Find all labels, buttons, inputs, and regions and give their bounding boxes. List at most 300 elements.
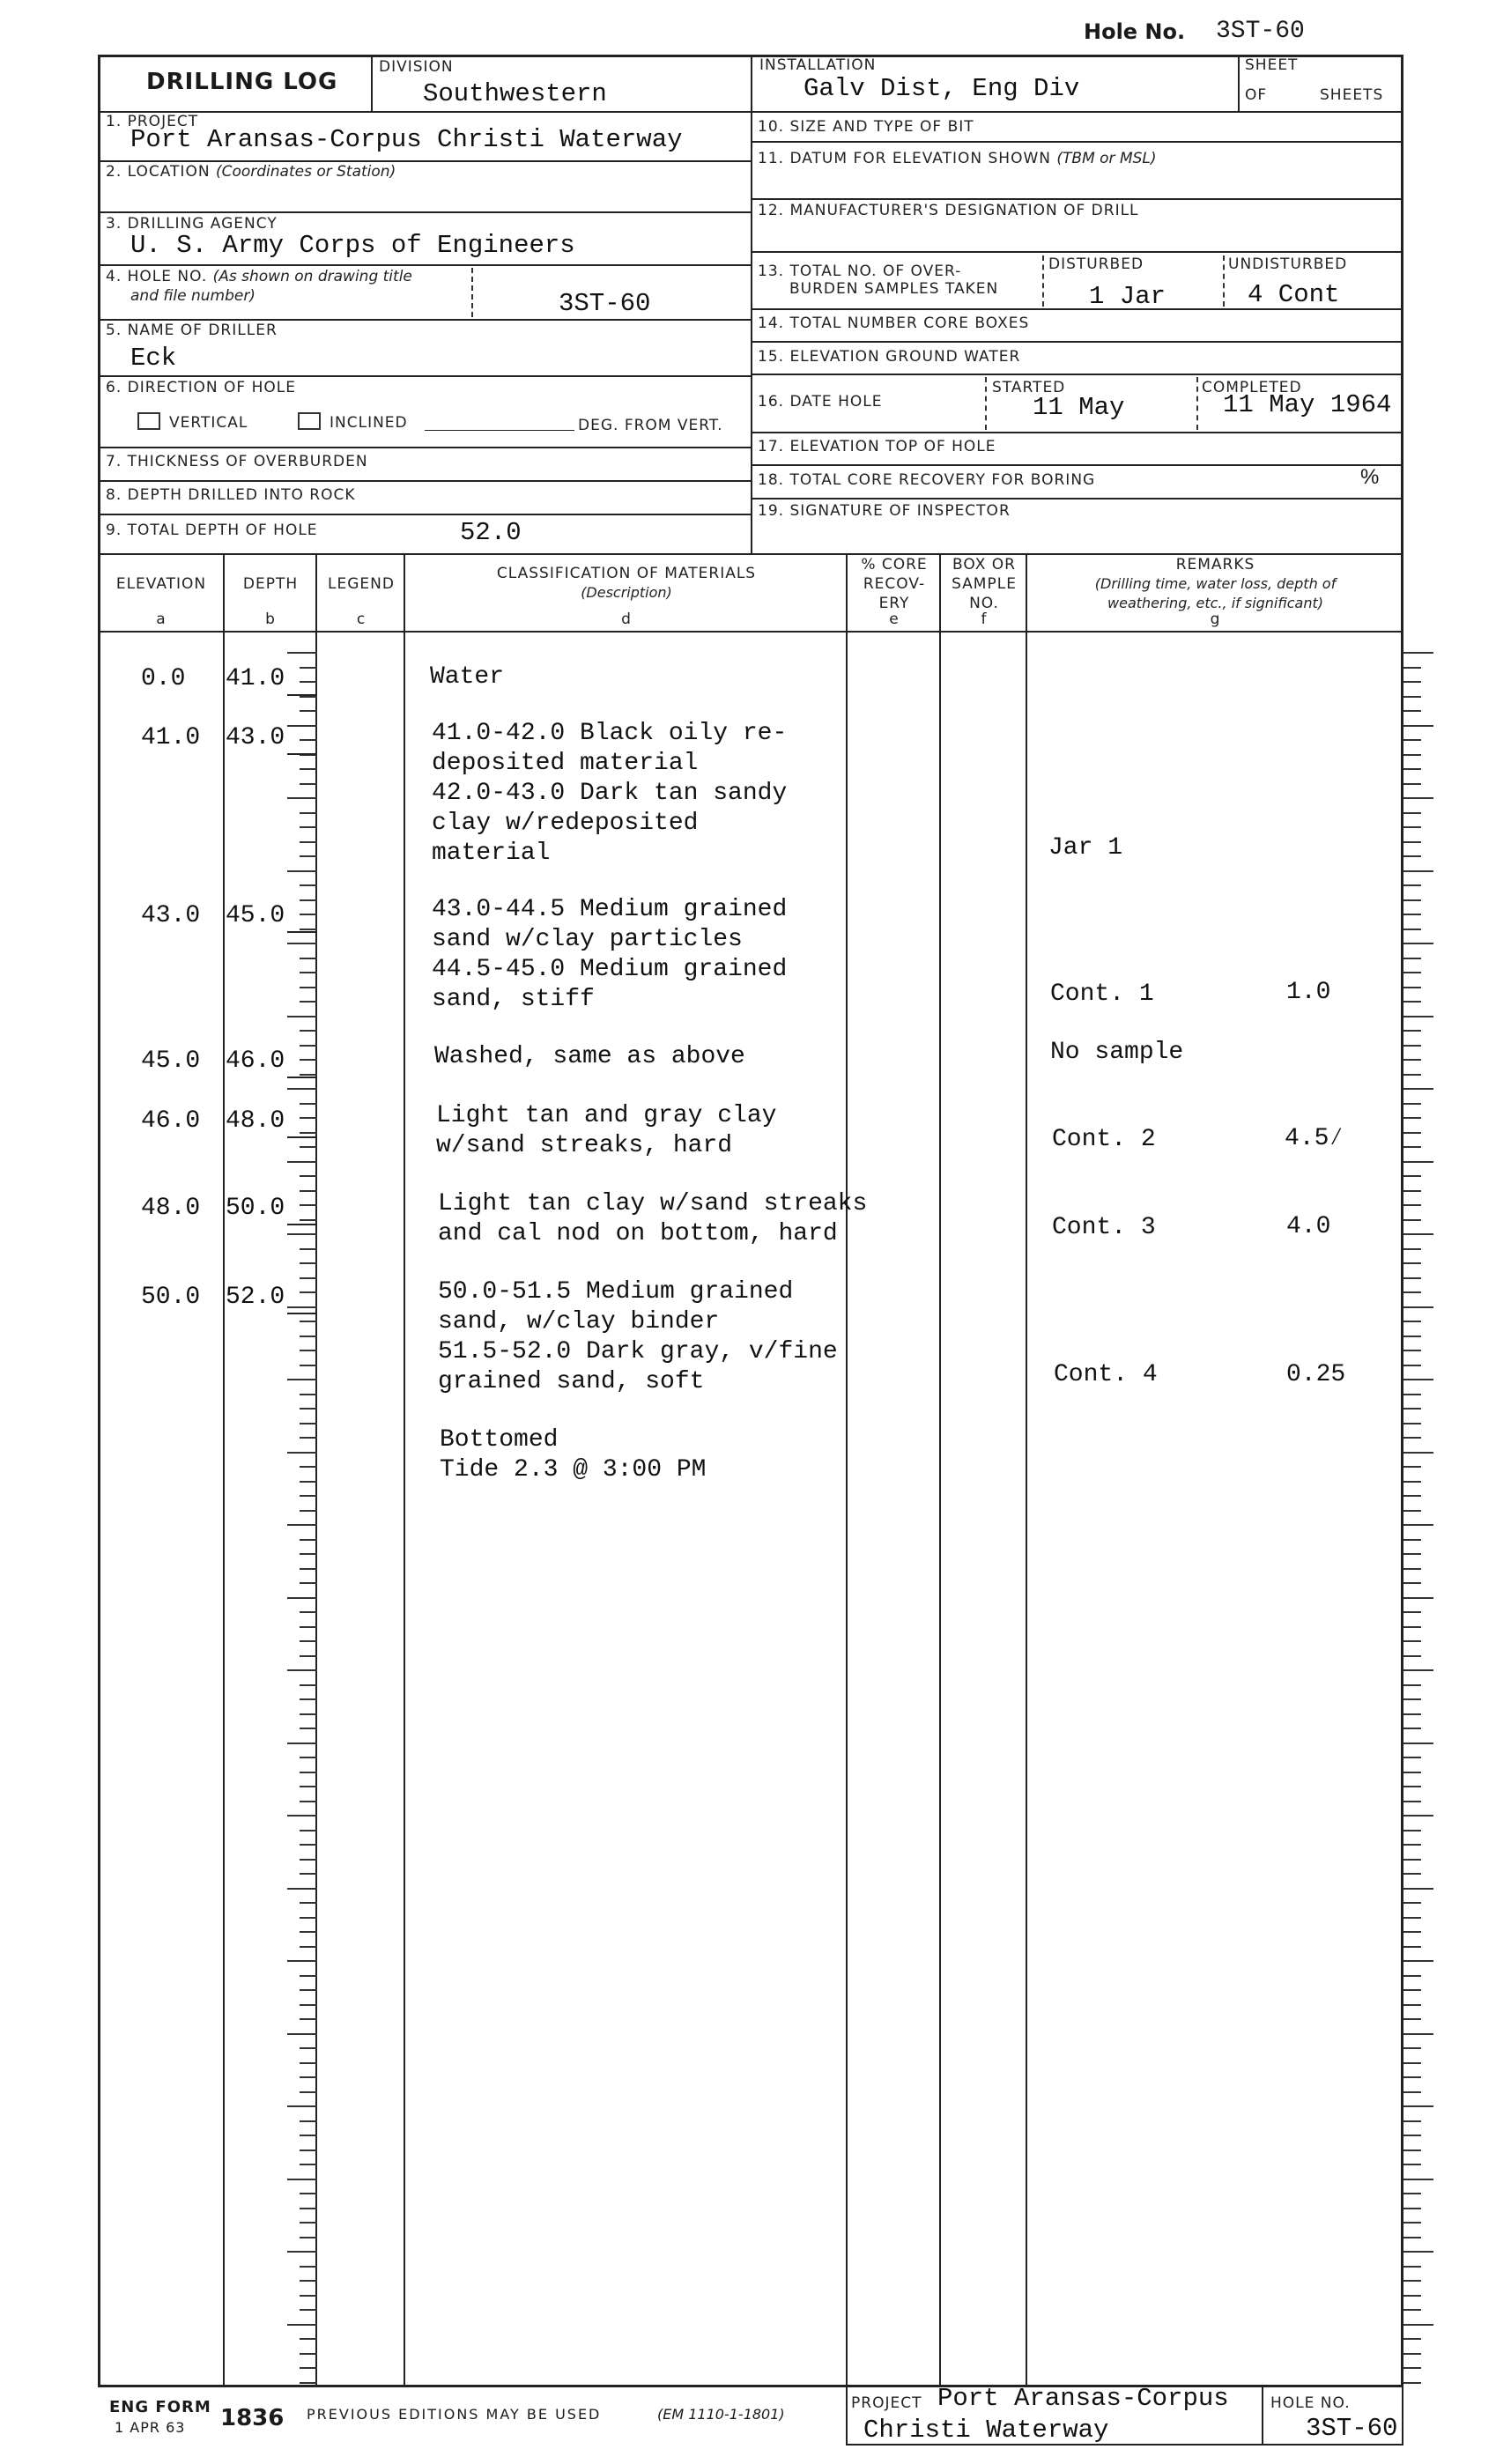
description-line: 41.0-42.0 Black oily re-	[432, 720, 788, 747]
edge-tick	[1403, 1481, 1421, 1483]
scale-tick	[300, 1568, 317, 1570]
em-reference: (EM 1110-1-1801)	[657, 2406, 785, 2423]
scale-tick	[300, 841, 317, 843]
edge-tick	[1403, 681, 1421, 683]
scale-tick	[300, 914, 317, 915]
scale-tick	[300, 1437, 317, 1439]
hole-no-field-label: 4. HOLE NO. (As shown on drawing title	[106, 268, 412, 285]
edge-tick	[1403, 2251, 1433, 2253]
table-row-depth: 50.0	[226, 1195, 285, 1222]
scale-tick	[287, 1016, 317, 1017]
scale-tick	[300, 1481, 317, 1483]
description-line: grained sand, soft	[438, 1368, 705, 1395]
table-row-elev: 50.0	[141, 1284, 201, 1311]
edge-tick	[1403, 768, 1421, 770]
hole-no-field-value: 3ST-60	[559, 289, 651, 318]
edge-tick	[1403, 2266, 1421, 2268]
edge-tick	[1403, 783, 1421, 785]
edge-tick	[1403, 1539, 1421, 1541]
overburden-label: 7. THICKNESS OF OVERBURDEN	[106, 453, 368, 470]
edge-tick	[1403, 2047, 1421, 2049]
edge-tick	[1403, 1117, 1421, 1119]
vertical-checkbox[interactable]	[137, 412, 160, 430]
scale-tick	[300, 2208, 317, 2209]
scale-tick	[300, 1262, 317, 1264]
scale-tick	[287, 2179, 317, 2180]
form-title: DRILLING LOG	[146, 69, 338, 95]
scale-tick	[300, 2222, 317, 2224]
sheets-label: SHEETS	[1320, 86, 1384, 104]
edge-tick	[1403, 884, 1421, 886]
hole-no-heading-value: 3ST-60	[1216, 18, 1305, 45]
driller-label: 5. NAME OF DRILLER	[106, 322, 278, 339]
scale-tick	[300, 1190, 317, 1192]
edge-tick	[1403, 1350, 1421, 1351]
edge-tick	[1403, 1524, 1433, 1526]
edge-tick	[1403, 870, 1433, 872]
sheet-label: SHEET	[1245, 56, 1299, 74]
scale-tick	[300, 2004, 317, 2006]
edge-tick	[1403, 987, 1421, 988]
edge-tick	[1403, 1045, 1421, 1047]
edge-tick	[1403, 1917, 1421, 1919]
edge-tick	[1403, 1888, 1433, 1890]
table-row-depth: 48.0	[226, 1107, 285, 1135]
edge-tick	[1403, 1510, 1421, 1512]
undisturbed-label: UNDISTURBED	[1228, 255, 1348, 273]
scale-tick	[300, 1408, 317, 1410]
recovery-label: 18. TOTAL CORE RECOVERY FOR BORING	[758, 471, 1096, 489]
remarks-sample: Cont. 2	[1052, 1126, 1156, 1153]
scale-tick	[287, 1597, 317, 1599]
scale-tick	[300, 1030, 317, 1032]
col-depth-header: DEPTH	[242, 575, 299, 593]
scale-tick	[300, 1132, 317, 1134]
footer-hole-value: 3ST-60	[1306, 2414, 1398, 2443]
vertical-label: VERTICAL	[169, 414, 248, 432]
core-boxes-label: 14. TOTAL NUMBER CORE BOXES	[758, 314, 1030, 332]
edge-tick	[1403, 1830, 1421, 1831]
edge-tick	[1403, 1146, 1421, 1148]
description-line: 42.0-43.0 Dark tan sandy	[432, 780, 788, 807]
edge-tick	[1403, 667, 1421, 669]
scale-tick	[287, 1088, 317, 1090]
col-elevation-header: ELEVATION	[115, 575, 207, 593]
edge-tick	[1403, 1655, 1421, 1657]
edge-tick	[1403, 1059, 1421, 1061]
scale-tick	[300, 1423, 317, 1424]
edge-tick	[1403, 725, 1433, 727]
bit-label: 10. SIZE AND TYPE OF BIT	[758, 118, 974, 136]
edge-tick	[1403, 2324, 1433, 2326]
samples-label: 13. TOTAL NO. OF OVER-	[758, 263, 962, 280]
remarks-sample: Cont. 1	[1050, 980, 1154, 1008]
remarks-value: 1.0	[1286, 979, 1331, 1006]
edge-tick	[1403, 2105, 1433, 2107]
hole-no-field-sub: and file number)	[130, 287, 256, 305]
edge-tick	[1403, 1394, 1421, 1395]
remarks-sample: No sample	[1050, 1039, 1184, 1066]
edge-tick	[1403, 1728, 1421, 1729]
scale-tick	[287, 2033, 317, 2035]
table-row-elev: 46.0	[141, 1107, 201, 1135]
scale-tick	[287, 1669, 317, 1671]
description-line: 44.5-45.0 Medium grained	[432, 956, 788, 983]
edge-tick	[1403, 1553, 1421, 1555]
scale-tick	[300, 2367, 317, 2369]
scale-tick	[300, 2047, 317, 2049]
ground-water-label: 15. ELEVATION GROUND WATER	[758, 348, 1021, 366]
scale-tick	[300, 696, 317, 698]
edge-tick	[1403, 1757, 1421, 1758]
scale-tick	[300, 1117, 317, 1119]
scale-tick	[287, 870, 317, 872]
eng-form-number: 1836	[220, 2405, 285, 2431]
top-label: 17. ELEVATION TOP OF HOLE	[758, 438, 996, 455]
disturbed-label: DISTURBED	[1048, 255, 1144, 273]
description-line: 50.0-51.5 Medium grained	[438, 1278, 794, 1306]
footer-hole-label: HOLE NO.	[1270, 2394, 1351, 2412]
description-line: and cal nod on bottom, hard	[438, 1220, 838, 1247]
col-letter-f: f	[981, 610, 988, 628]
edge-tick	[1403, 1016, 1433, 1017]
edge-tick	[1403, 1960, 1433, 1962]
edge-tick	[1403, 958, 1421, 959]
date-label: 16. DATE HOLE	[758, 393, 883, 411]
scale-tick	[300, 1248, 317, 1250]
scale-tick	[300, 1917, 317, 1919]
scale-tick	[300, 1103, 317, 1105]
edge-tick	[1403, 1640, 1421, 1642]
table-row-elev: 45.0	[141, 1047, 201, 1075]
scale-tick	[300, 855, 317, 857]
table-row-depth: 46.0	[226, 1047, 285, 1075]
description-line: Light tan clay w/sand streaks	[438, 1190, 868, 1217]
scale-tick	[287, 1161, 317, 1163]
remarks-value: 4.0	[1286, 1213, 1331, 1240]
scale-tick	[287, 652, 317, 654]
edge-tick	[1403, 943, 1433, 944]
col-legend-header: LEGEND	[328, 575, 395, 593]
scale-tick	[300, 710, 317, 712]
scale-tick	[300, 1801, 317, 1802]
edge-tick	[1403, 929, 1421, 930]
description-line: material	[432, 840, 551, 867]
col-letter-a: a	[156, 610, 167, 628]
disturbed-value: 1 Jar	[1089, 282, 1166, 311]
scale-tick	[287, 2324, 317, 2326]
division-value: Southwestern	[423, 79, 607, 108]
edge-tick	[1403, 1365, 1421, 1366]
scale-tick	[287, 1888, 317, 1890]
scale-tick	[300, 1626, 317, 1628]
scale-tick	[287, 1452, 317, 1454]
scale-tick	[300, 2280, 317, 2282]
inspector-label: 19. SIGNATURE OF INSPECTOR	[758, 502, 1011, 520]
edge-tick	[1403, 1233, 1433, 1235]
description-line: sand, w/clay binder	[438, 1308, 720, 1336]
description-line: sand w/clay particles	[432, 926, 743, 953]
scale-tick	[300, 1772, 317, 1773]
scale-tick	[300, 1321, 317, 1322]
remarks-sample: Cont. 3	[1052, 1214, 1156, 1241]
edge-tick	[1403, 855, 1421, 857]
edge-tick	[1403, 1815, 1433, 1817]
edge-tick	[1403, 1743, 1433, 1744]
edge-tick	[1403, 1611, 1421, 1613]
edge-tick	[1403, 2295, 1421, 2297]
scale-tick	[300, 1873, 317, 1875]
edge-tick	[1403, 1423, 1421, 1424]
scale-tick	[300, 1219, 317, 1221]
description-line: deposited material	[432, 750, 699, 777]
scale-tick	[300, 768, 317, 770]
col-letter-d: d	[621, 610, 632, 628]
scale-tick	[300, 1713, 317, 1715]
scale-tick	[300, 2193, 317, 2194]
edge-tick	[1403, 2208, 1421, 2209]
eng-form-date: 1 APR 63	[115, 2419, 186, 2436]
description-line: 43.0-44.5 Medium grained	[432, 896, 788, 923]
edge-tick	[1403, 1030, 1421, 1032]
scale-tick	[300, 2237, 317, 2238]
project-label: 1. PROJECT	[106, 113, 199, 130]
edge-tick	[1403, 1684, 1421, 1686]
completed-value: 11 May 1964	[1223, 390, 1392, 419]
edge-tick	[1403, 1088, 1433, 1090]
scale-tick	[300, 929, 317, 930]
total-depth-label: 9. TOTAL DEPTH OF HOLE	[106, 522, 318, 539]
edge-tick	[1403, 1103, 1421, 1105]
edge-tick	[1403, 841, 1421, 843]
edge-tick	[1403, 1975, 1421, 1977]
scale-tick	[300, 1495, 317, 1497]
edge-tick	[1403, 1379, 1433, 1380]
edge-tick	[1403, 2382, 1421, 2384]
scale-tick	[287, 1233, 317, 1235]
edge-tick	[1403, 2120, 1421, 2122]
scale-tick	[300, 1204, 317, 1206]
scale-tick	[300, 1728, 317, 1729]
edge-tick	[1403, 2367, 1421, 2369]
direction-label: 6. DIRECTION OF HOLE	[106, 379, 296, 396]
scale-tick	[300, 1684, 317, 1686]
edge-tick	[1403, 1495, 1421, 1497]
edge-tick	[1403, 2135, 1421, 2136]
scale-tick	[300, 2135, 317, 2136]
scale-tick	[300, 1844, 317, 1846]
footer-project-label: PROJECT	[851, 2394, 922, 2412]
scale-tick	[300, 2150, 317, 2151]
edge-tick	[1403, 2179, 1433, 2180]
table-row-elev: 41.0	[141, 724, 201, 751]
col-classification-header: CLASSIFICATION OF MATERIALS (Description)	[496, 565, 757, 601]
scale-tick	[287, 725, 317, 727]
edge-tick	[1403, 739, 1421, 741]
deg-label: DEG. FROM VERT.	[578, 417, 723, 434]
edge-tick	[1403, 2222, 1421, 2224]
edge-tick	[1403, 1001, 1421, 1003]
edge-tick	[1403, 2193, 1421, 2194]
scale-tick	[300, 972, 317, 973]
scale-tick	[300, 1902, 317, 1904]
table-row-depth: 41.0	[226, 665, 285, 692]
scale-tick	[287, 943, 317, 944]
edge-tick	[1403, 754, 1421, 756]
col-core-header: % CORE RECOV- ERY	[861, 556, 928, 612]
scale-tick	[300, 1074, 317, 1076]
scale-tick	[300, 1539, 317, 1541]
edge-tick	[1403, 1175, 1421, 1177]
scale-tick	[300, 2062, 317, 2064]
edge-tick	[1403, 1859, 1421, 1861]
remarks-value: 0.25	[1286, 1361, 1346, 1388]
scale-tick	[287, 2251, 317, 2253]
samples-label-2: BURDEN SAMPLES TAKEN	[789, 280, 999, 298]
table-row-elev: 0.0	[141, 665, 186, 692]
description-line: Washed, same as above	[434, 1043, 745, 1070]
edge-tick	[1403, 914, 1421, 915]
description-line: Bottomed	[440, 1426, 559, 1454]
scale-tick	[300, 783, 317, 785]
scale-tick	[300, 2295, 317, 2297]
driller-value: Eck	[130, 344, 177, 373]
scale-tick	[287, 2105, 317, 2107]
col-remarks-header: REMARKS (Drilling time, water loss, depth of weathering, etc., if significant)	[1094, 556, 1337, 611]
table-row-depth: 45.0	[226, 902, 285, 929]
of-label: OF	[1245, 86, 1268, 104]
table-row-depth: 52.0	[226, 1284, 285, 1311]
remarks-sample: Jar 1	[1048, 834, 1123, 862]
scale-tick	[287, 1524, 317, 1526]
edge-tick	[1403, 1466, 1421, 1468]
edge-tick	[1403, 1713, 1421, 1715]
scale-tick	[300, 1059, 317, 1061]
scale-tick	[300, 1350, 317, 1351]
edge-tick	[1403, 1132, 1421, 1134]
agency-label: 3. DRILLING AGENCY	[106, 215, 278, 233]
table-row-elev: 43.0	[141, 902, 201, 929]
edge-tick	[1403, 1190, 1421, 1192]
edge-tick	[1403, 1306, 1433, 1308]
hole-no-heading: Hole No.	[1084, 19, 1186, 44]
scale-tick	[300, 2091, 317, 2093]
scale-tick	[300, 667, 317, 669]
scale-tick	[287, 1743, 317, 1744]
edge-tick	[1403, 2150, 1421, 2151]
scale-tick	[300, 826, 317, 828]
edge-tick	[1403, 972, 1421, 973]
scale-tick	[300, 2266, 317, 2268]
edge-tick	[1403, 710, 1421, 712]
scale-tick	[300, 899, 317, 901]
total-depth-value: 52.0	[460, 518, 522, 547]
scale-tick	[300, 1365, 317, 1366]
edge-tick	[1403, 1873, 1421, 1875]
previous-editions: PREVIOUS EDITIONS MAY BE USED	[307, 2406, 602, 2423]
edge-tick	[1403, 1626, 1421, 1628]
project-value: Port Aransas-Corpus Christi Waterway	[130, 125, 683, 154]
scale-tick	[300, 2018, 317, 2020]
scale-tick	[300, 1640, 317, 1642]
inclined-label: INCLINED	[330, 414, 408, 432]
edge-tick	[1403, 899, 1421, 901]
completed-label: COMPLETED	[1202, 379, 1302, 396]
col-letter-e: e	[889, 610, 900, 628]
scale-tick	[300, 2164, 317, 2165]
scale-tick	[300, 2120, 317, 2122]
footer-project-value-2: Christi Waterway	[863, 2416, 1109, 2445]
edge-tick	[1403, 1801, 1421, 1802]
eng-form-label: ENG FORM	[109, 2398, 211, 2416]
edge-tick	[1403, 2076, 1421, 2078]
edge-tick	[1403, 812, 1421, 814]
scale-tick	[300, 1989, 317, 1991]
scale-tick	[300, 1698, 317, 1700]
edge-tick	[1403, 1219, 1421, 1221]
edge-tick	[1403, 1262, 1421, 1264]
edge-tick	[1403, 1902, 1421, 1904]
edge-tick	[1403, 1161, 1433, 1163]
edge-tick	[1403, 1248, 1421, 1250]
scale-tick	[300, 1045, 317, 1047]
col-letter-b: b	[265, 610, 276, 628]
edge-tick	[1403, 826, 1421, 828]
description-line: Tide ⁤2.3 @ 3:00 PM	[440, 1456, 707, 1484]
started-value: 11 May	[1033, 393, 1125, 422]
scale-tick	[300, 1146, 317, 1148]
scale-tick	[300, 1859, 317, 1861]
remarks-value: 4.5⁄	[1285, 1125, 1344, 1152]
scale-tick	[287, 797, 317, 799]
edge-tick	[1403, 1772, 1421, 1773]
col-letter-c: c	[356, 610, 367, 628]
installation-label: INSTALLATION	[759, 56, 877, 74]
edge-tick	[1403, 1291, 1421, 1293]
scale-tick	[300, 1611, 317, 1613]
scale-tick	[300, 812, 317, 814]
edge-tick	[1403, 1698, 1421, 1700]
edge-tick	[1403, 1844, 1421, 1846]
scale-tick	[300, 1946, 317, 1948]
rock-label: 8. DEPTH DRILLED INTO ROCK	[106, 486, 356, 504]
installation-value: Galv Dist, Eng Div	[804, 74, 1080, 103]
description-line: 51.5-52.0 Dark gray, v/fine	[438, 1338, 838, 1365]
location-label: 2. LOCATION (Coordinates or Station)	[106, 163, 396, 181]
edge-tick	[1403, 1074, 1421, 1076]
edge-tick	[1403, 1582, 1421, 1584]
scale-tick	[300, 884, 317, 886]
edge-tick	[1403, 2062, 1421, 2064]
edge-tick	[1403, 2338, 1421, 2340]
scale-tick	[300, 1336, 317, 1337]
scale-tick	[300, 1291, 317, 1293]
scale-tick	[300, 1001, 317, 1003]
scale-tick	[300, 1786, 317, 1787]
inclined-checkbox[interactable]	[298, 412, 321, 430]
edge-tick	[1403, 1946, 1421, 1948]
description-line: Water	[430, 663, 505, 691]
scale-tick	[300, 681, 317, 683]
scale-tick	[287, 1815, 317, 1817]
edge-tick	[1403, 1321, 1421, 1322]
edge-tick	[1403, 2033, 1433, 2035]
scale-tick	[300, 987, 317, 988]
scale-tick	[300, 2338, 317, 2340]
edge-tick	[1403, 2309, 1421, 2311]
manufacturer-label: 12. MANUFACTURER'S DESIGNATION OF DRILL	[758, 202, 1139, 219]
scale-tick	[300, 1830, 317, 1831]
